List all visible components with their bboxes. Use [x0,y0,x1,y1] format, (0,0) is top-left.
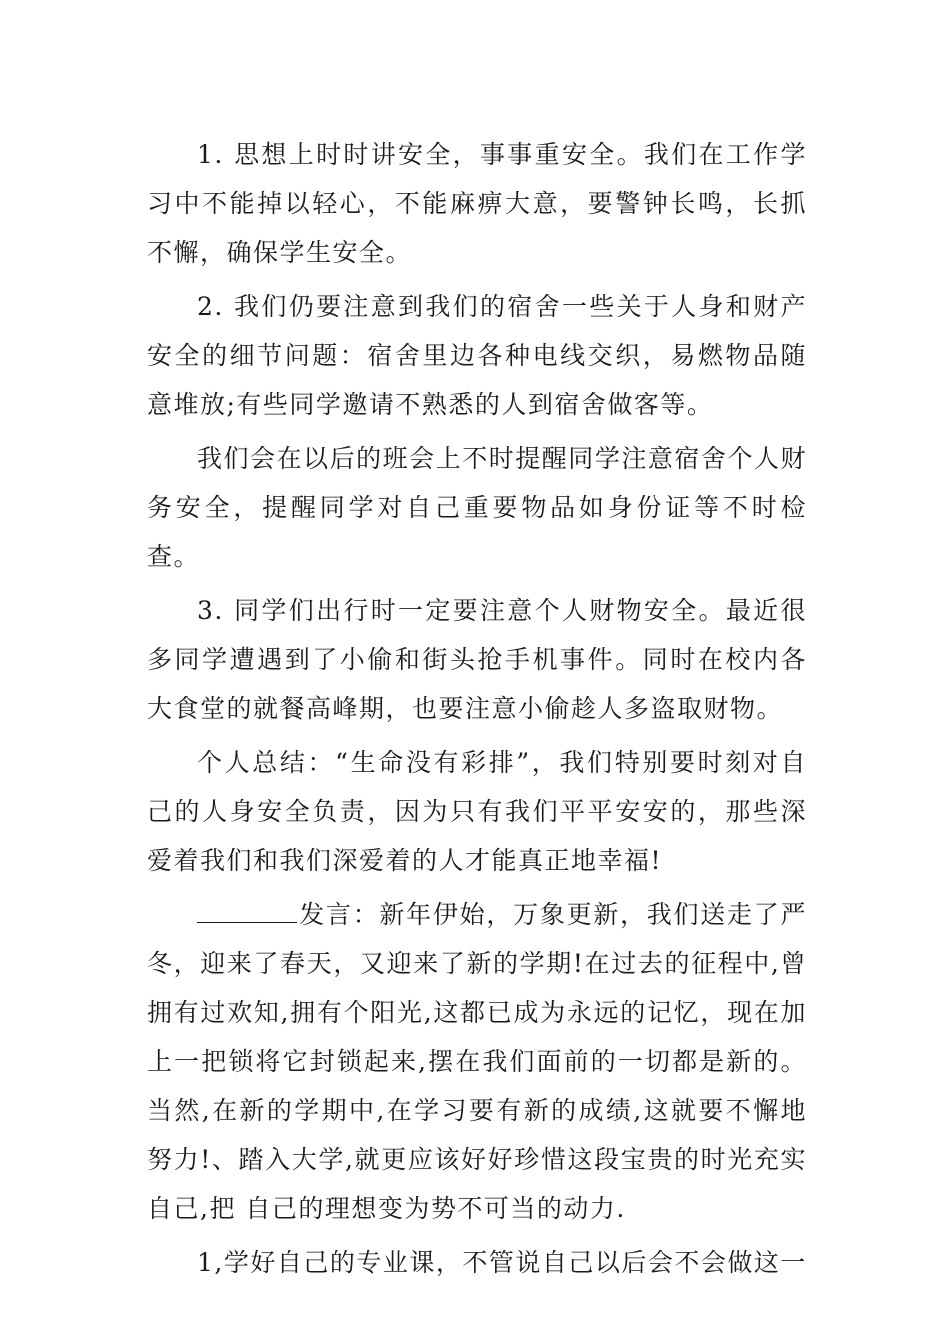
paragraph-study-major: 1,学好自己的专业课，不管说自己以后会不会做这一 [197,1248,807,1277]
paragraph-dormitory-safety: 2. 我们仍要注意到我们的宿舍一些关于人身和财产安全的细节问题：宿舍里边各种电线交织，易燃物品随意堆放;有些同学邀请不熟悉的人到宿舍做客等。 [147,292,807,419]
paragraph-travel-property-safety: 3. 同学们出行时一定要注意个人财物安全。最近很多同学遭遇到了小偷和街头抢手机事件。同时在校内各大食堂的就餐高峰期，也要注意小偷趁人多盗取财物。 [147,596,807,723]
paragraph-personal-summary: 个人总结：“生命没有彩排”，我们特别要时刻对自己的人身安全负责，因为只有我们平平安安的，那些深爱着我们和我们深爱着的人才能真正地幸福! [147,748,807,875]
speech-text: 发言：新年伊始，万象更新，我们送走了严冬，迎来了春天，又迎来了新的学期!在过去的征程中,曾拥有过欢知,拥有个阳光,这都已成为永远的记忆，现在加上一把锁将它封锁起来,摆在我们面前的一切都是新的。当然,在新的学期中,在学习要有新的成绩,这就要不懈地努力!、踏入大学,就更应该好好珍惜这段宝贵的时光充实自己,把 自己的理想变为势不可当的动力. [147,900,807,1223]
paragraph-class-meeting-reminder: 我们会在以后的班会上不时提醒同学注意宿舍个人财务安全，提醒同学对自己重要物品如身份证等不时检查。 [147,444,807,571]
paragraph-speech [147,890,807,1233]
document-body [147,130,807,1292]
paragraph-safety-mindset: 1. 思想上时时讲安全，事事重安全。我们在工作学习中不能掉以轻心，不能麻痹大意，要警钟长鸣，长抓不懈，确保学生安全。 [147,140,807,267]
fill-in-blank-line [197,902,297,923]
